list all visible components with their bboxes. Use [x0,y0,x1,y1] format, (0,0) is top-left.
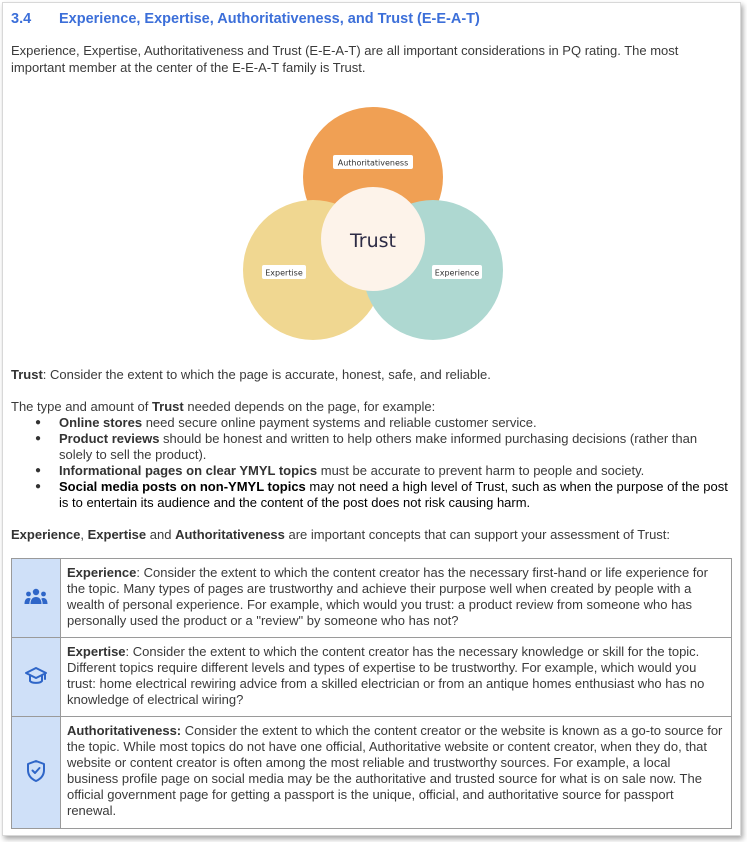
support-post: are important concepts that can support your assessment of Trust: [284,527,671,542]
list-item [59,431,731,463]
type-amount-term: Trust [151,399,184,414]
trust-label: Trust [349,230,397,252]
supporting-concepts-intro [11,527,731,542]
example-term: Social media posts on non-YMYL topics [59,479,306,494]
table-row [12,559,732,638]
icon-cell [12,717,61,829]
support-term-expertise: Expertise [87,527,147,542]
trust-term: Trust [11,367,43,382]
list-item [59,479,731,511]
authoritativeness-label: Authoritativeness [337,158,409,168]
concept-text-cell [61,559,732,638]
section-heading [11,11,480,27]
people-group-icon [24,587,48,607]
concept-text: Consider the extent to which the content creator or the website is known as a go-to source for the topic. While most topics do not have one official, Authoritative website or content creator, when they do, that website or content creator is often among the most reliable and trustworthy sources. For example, a local business profile page on social media may be the authoritative and trusted source for what is on sale now. The official government page for getting a passport is the unique, official, and authoritative source for passport renewal. [67,723,723,818]
concept-term: Expertise [67,644,126,659]
document-page [2,2,741,836]
icon-cell [12,559,61,638]
eeat-venn-diagram [238,105,508,345]
table-row [12,717,732,829]
list-item [59,415,731,431]
experience-label: Experience [434,268,480,278]
type-amount-pre: The type and amount of [11,399,152,414]
section-number: 3.4 [11,11,32,27]
shield-check-icon [25,759,47,783]
example-text: must be accurate to prevent harm to people and society. [317,463,645,478]
expertise-label: Expertise [265,268,303,278]
support-term-authoritativeness: Authoritativeness [175,527,285,542]
concept-text: : Consider the extent to which the content creator has the necessary first-hand or life experience for the topic. Many types of pages are trustworthy and achieve their purpose well when created by people with a wealth of personal experience. For example, which would you trust: a product review from someone who has personally used the product or a "review" by someone who has not? [67,565,708,628]
intro-paragraph: Experience, Expertise, Authoritativeness and Trust (E-E-A-T) are all important considerations in PQ rating. The most important member at the center of the E-E-A-T family is Trust. [11,43,679,75]
list-item [59,463,731,479]
icon-cell [12,638,61,717]
table-row [12,638,732,717]
trust-examples-list [11,415,731,511]
graduation-cap-icon [24,665,48,687]
concept-term: Authoritativeness: [67,723,182,738]
support-sep: , [80,527,88,542]
trust-definition-text: : Consider the extent to which the page is accurate, honest, safe, and reliable. [42,367,491,382]
example-term: Online stores [59,415,143,430]
concept-text-cell [61,717,732,829]
example-text: need secure online payment systems and reliable customer service. [142,415,537,430]
concept-text-cell [61,638,732,717]
concept-text: : Consider the extent to which the content creator has the necessary knowledge or skill for the topic. Different topics require different levels and types of expertise to be trustworthy. For example, which would you trust: home electrical rewiring advice from a skilled electrician or from an antique homes enthusiast who has no knowledge of electrical wiring? [67,644,705,707]
concepts-table [11,558,732,829]
support-term-experience: Experience [11,527,81,542]
example-text: should be honest and written to help others make informed purchasing decisions (rather than solely to sell the product). [59,431,698,462]
support-sep: and [146,527,176,542]
trust-definition [11,367,731,382]
example-term: Product reviews [59,431,160,446]
example-text: may not need a high level of Trust, such as when the purpose of the post is to entertain its audience and the content of the post does not risk causing harm. [59,479,728,510]
section-title: Experience, Expertise, Authoritativeness, and Trust (E-E-A-T) [59,11,480,27]
concept-term: Experience [67,565,137,580]
trust-examples-intro [11,399,731,415]
type-amount-post: needed depends on the page, for example: [183,399,436,414]
example-term: Informational pages on clear YMYL topics [59,463,318,478]
trust-examples-section [11,399,731,511]
